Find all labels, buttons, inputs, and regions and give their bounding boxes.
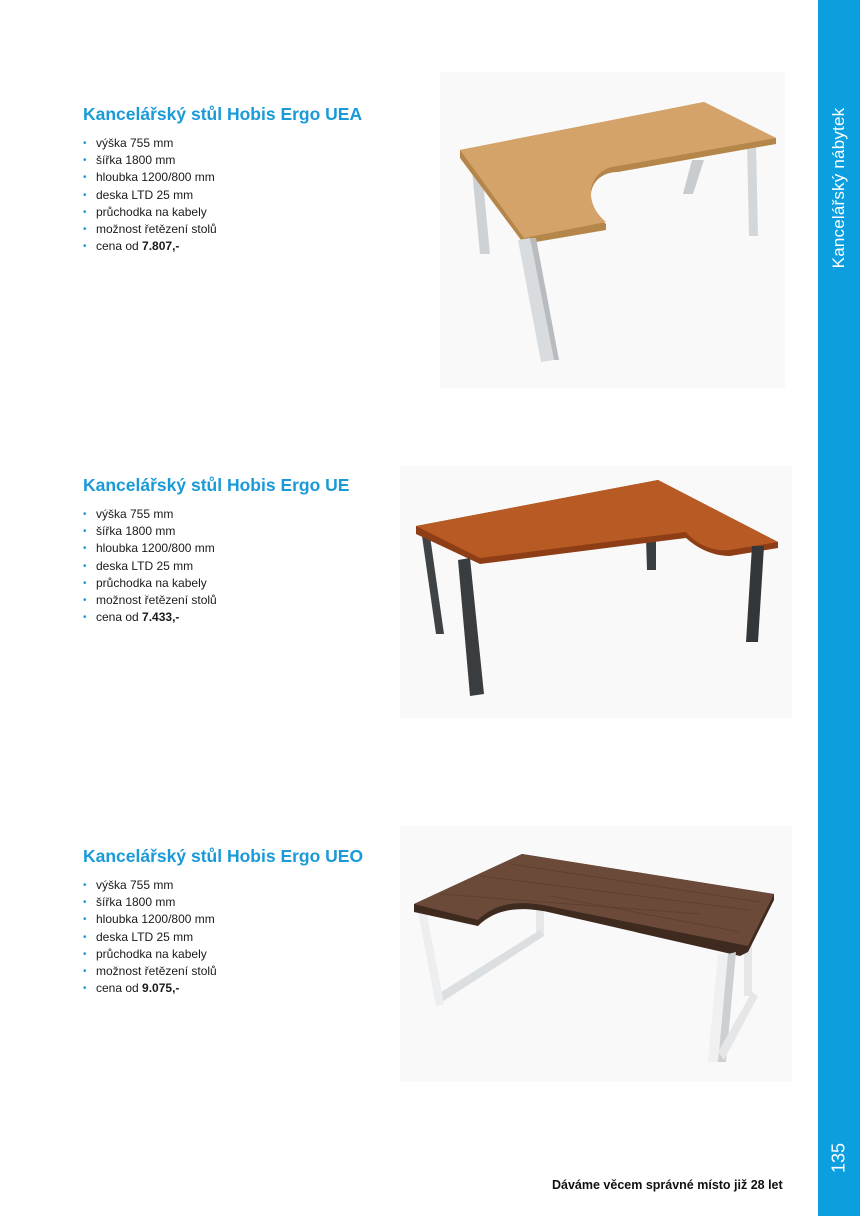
sidebar-title: Kancelářský nábytek — [829, 107, 848, 269]
spec-item: • možnost řetězení stolů — [83, 592, 403, 609]
spec-item: • průchodka na kabely — [83, 946, 403, 963]
sidebar — [818, 0, 860, 1216]
price-value: 7.807,- — [142, 239, 180, 254]
page-number: 135 — [828, 1142, 849, 1174]
product-ergo-uea — [83, 104, 403, 255]
spec-item: • deska LTD 25 mm — [83, 187, 403, 204]
price-label: cena od — [96, 610, 143, 625]
spec-item: • deska LTD 25 mm — [83, 929, 403, 946]
spec-list — [83, 135, 403, 255]
price-label: cena od — [96, 981, 143, 996]
spec-item: • výška 755 mm — [83, 135, 403, 152]
product-ergo-ue — [83, 475, 403, 626]
spec-item: • hloubka 1200/800 mm — [83, 911, 403, 928]
spec-item: • hloubka 1200/800 mm — [83, 540, 403, 557]
product-image-ergo-uea — [440, 72, 785, 388]
price-item — [83, 980, 403, 997]
spec-item: • průchodka na kabely — [83, 575, 403, 592]
spec-item: • šířka 1800 mm — [83, 894, 403, 911]
footer-tagline: Dáváme věcem správné místo již 28 let — [552, 1178, 783, 1192]
product-title: Kancelářský stůl Hobis Ergo UEA — [83, 104, 363, 124]
spec-item: • šířka 1800 mm — [83, 523, 403, 540]
price-value: 9.075,- — [142, 981, 180, 996]
spec-list — [83, 506, 403, 626]
spec-item: • výška 755 mm — [83, 877, 403, 894]
price-item — [83, 609, 403, 626]
spec-item: • možnost řetězení stolů — [83, 963, 403, 980]
spec-item: • výška 755 mm — [83, 506, 403, 523]
spec-item: • deska LTD 25 mm — [83, 558, 403, 575]
spec-item: • hloubka 1200/800 mm — [83, 169, 403, 186]
price-value: 7.433,- — [142, 610, 180, 625]
spec-item: • možnost řetězení stolů — [83, 221, 403, 238]
spec-item: • průchodka na kabely — [83, 204, 403, 221]
product-title: Kancelářský stůl Hobis Ergo UE — [83, 475, 350, 495]
price-item — [83, 238, 403, 255]
product-ergo-ueo — [83, 846, 403, 997]
product-image-ergo-ueo — [400, 826, 792, 1082]
product-title: Kancelářský stůl Hobis Ergo UEO — [83, 846, 364, 866]
price-label: cena od — [96, 239, 143, 254]
spec-item: • šířka 1800 mm — [83, 152, 403, 169]
product-image-ergo-ue — [400, 466, 792, 718]
spec-list — [83, 877, 403, 997]
